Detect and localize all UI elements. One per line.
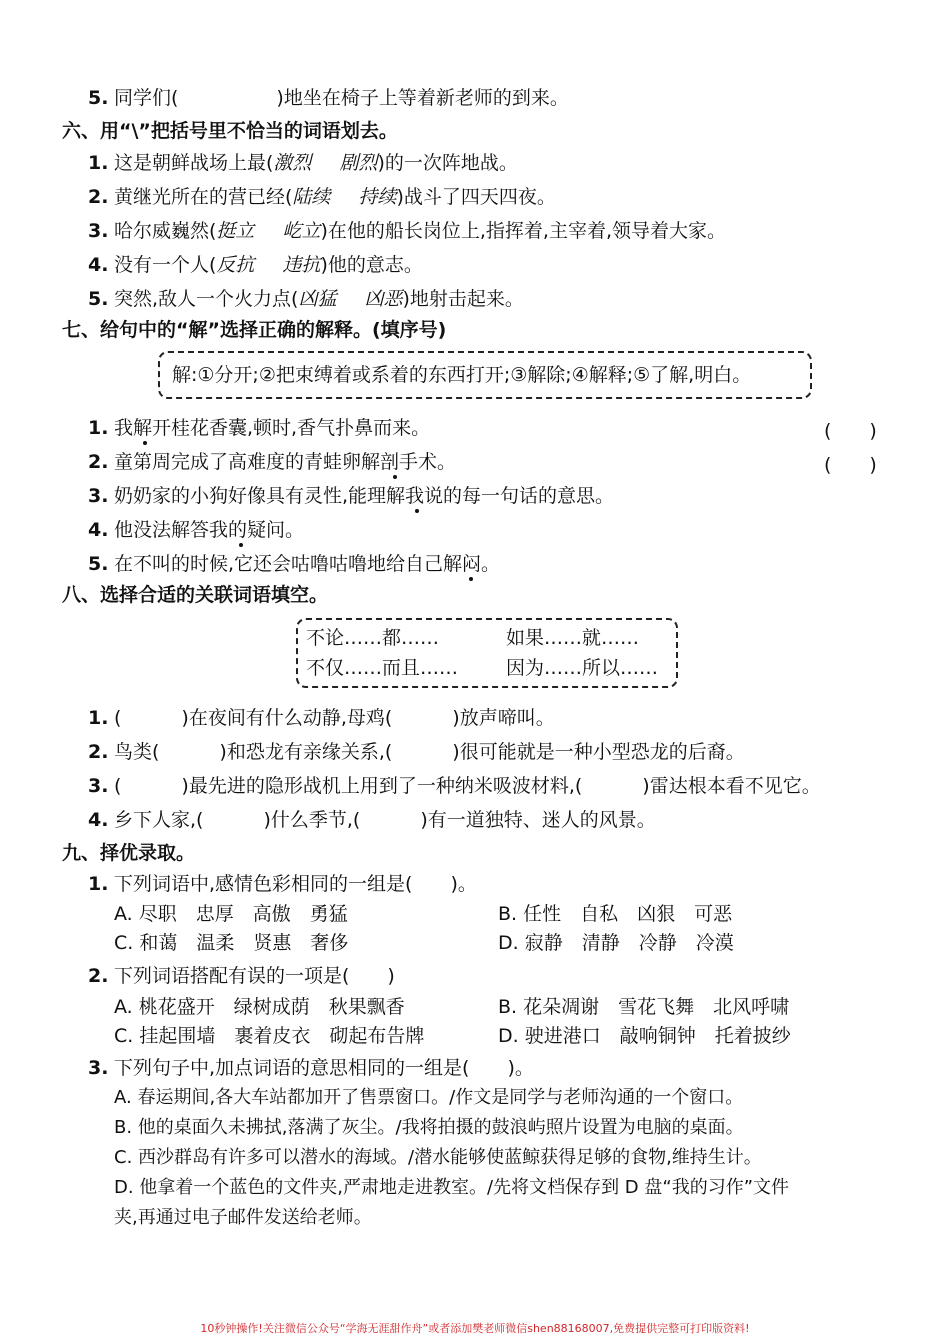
question-number: 4.: [88, 254, 109, 276]
question-number: 2.: [88, 965, 109, 987]
question-number: 2.: [88, 186, 109, 208]
answer-paren[interactable]: ( ): [824, 420, 877, 442]
sec9-q1-stem: [88, 872, 477, 896]
sec6-item-5: [88, 287, 524, 311]
question-number: 4.: [88, 519, 109, 541]
sec8-item-4: [88, 808, 656, 832]
question-text: )雷达根本看不见它。: [642, 775, 821, 797]
question-text: )最先进的隐形战机上用到了一种纳米吸波材料,(: [181, 775, 583, 797]
question-text: 下列词语搭配有误的一项是( ): [114, 965, 395, 987]
word-option[interactable]: 反抗: [216, 254, 255, 276]
choice-d-continued: 夹,再通过电子邮件发送给老师。: [114, 1207, 372, 1228]
question-text: 奶奶家的小狗好像具有灵性,能理解我说的每一句话的意思。: [114, 485, 615, 507]
choice-c[interactable]: C. 和蔼 温柔 贤惠 奢侈: [114, 932, 349, 954]
section-8-title: 八、选择合适的关联词语填空。: [62, 584, 329, 606]
question-text: )什么季节,(: [263, 809, 361, 831]
sec7-item-1: [88, 416, 888, 440]
footer-notice: 10秒钟操作!关注微信公众号“学海无涯甜作舟”或者添加樊老师微信shen88168007,免费提供完整可打印版资料!: [200, 1322, 750, 1335]
sec7-item-5: [88, 552, 500, 576]
emphasis-dot: [469, 577, 473, 581]
choice-c[interactable]: C. 西沙群岛有许多可以潜水的海域。/潜水能够使蓝鲸获得足够的食物,维持生计。: [114, 1147, 762, 1168]
emphasis-dot: [415, 509, 419, 513]
section-6-title: 六、用“\”把括号里不恰当的词语划去。: [62, 120, 398, 142]
word-option[interactable]: 剧烈: [339, 152, 378, 174]
sec6-item-2: [88, 185, 556, 209]
question-text: )很可能就是一种小型恐龙的后裔。: [452, 741, 745, 763]
question-text: 在不叫的时候,它还会咕噜咕噜地给自己解闷。: [114, 553, 501, 575]
word-option[interactable]: 陆续: [292, 186, 331, 208]
choice-b[interactable]: B. 任性 自私 凶狠 可恶: [498, 903, 733, 925]
choice-a[interactable]: A. 尽职 忠厚 高傲 勇猛: [114, 903, 348, 925]
question-text: 哈尔威巍然(: [114, 220, 217, 242]
sec8-item-2: [88, 740, 745, 764]
question-text: 没有一个人(: [114, 254, 217, 276]
question-text: )他的意志。: [320, 254, 423, 276]
conjunction-option: 不仅……而且……: [306, 657, 459, 679]
question-text: (: [114, 775, 122, 797]
question-text: 童第周完成了高难度的青蛙卵解剖手术。: [114, 451, 457, 473]
question-number: 1.: [88, 873, 109, 895]
sec7-item-3: [88, 484, 614, 508]
question-text: )的一次阵地战。: [377, 152, 518, 174]
question-text: )有一道独特、迷人的风景。: [420, 809, 656, 831]
section-9-title: 九、择优录取。: [62, 842, 196, 864]
question-number: 3.: [88, 1057, 109, 1079]
question-text: 鸟类(: [114, 741, 160, 763]
question-text: 他没法解答我的疑问。: [114, 519, 305, 541]
answer-paren[interactable]: ( ): [824, 454, 877, 476]
choice-a[interactable]: A. 桃花盛开 绿树成荫 秋果飘香: [114, 996, 405, 1018]
sec9-q2-stem: [88, 964, 395, 988]
question-text: )地坐在椅子上等着新老师的到来。: [276, 87, 569, 109]
word-option[interactable]: 凶猛: [298, 288, 337, 310]
emphasis-dot: [239, 543, 243, 547]
definition-box: [158, 351, 812, 399]
question-number: 5.: [88, 87, 109, 109]
sec6-item-3: [88, 219, 726, 243]
question-text: )放声啼叫。: [452, 707, 555, 729]
question-number: 3.: [88, 485, 109, 507]
question-number: 1.: [88, 152, 109, 174]
word-option[interactable]: 违抗: [282, 254, 321, 276]
emphasis-dot: [143, 441, 147, 445]
emphasis-dot: [393, 475, 397, 479]
sec7-item-2: [88, 450, 456, 474]
sec6-item-1: [88, 151, 518, 175]
question-text: )在他的船长岗位上,指挥着,主宰着,领导着大家。: [320, 220, 726, 242]
question-number: 1.: [88, 417, 109, 439]
question-text: (: [114, 707, 122, 729]
choice-d[interactable]: D. 驶进港口 敲响铜钟 托着披纱: [498, 1025, 791, 1047]
choice-a[interactable]: A. 春运期间,各大车站都加开了售票窗口。/作文是同学与老师沟通的一个窗口。: [114, 1087, 744, 1108]
question-number: 5.: [88, 288, 109, 310]
question-text: 这是朝鲜战场上最(: [114, 152, 274, 174]
question-number: 3.: [88, 775, 109, 797]
section-7-title: 七、给句中的“解”选择正确的解释。(填序号): [62, 319, 447, 341]
sec7-item-4: [88, 518, 304, 542]
conjunction-option: 如果……就……: [506, 627, 640, 649]
question-text: )和恐龙有亲缘关系,(: [219, 741, 393, 763]
question-text: 我解开桂花香囊,顿时,香气扑鼻而来。: [114, 417, 431, 439]
choice-c[interactable]: C. 挂起围墙 裹着皮衣 砌起布告牌: [114, 1025, 425, 1047]
q5-line: [88, 86, 569, 110]
question-text: 乡下人家,(: [114, 809, 204, 831]
sec6-item-4: [88, 253, 423, 277]
question-text: )地射击起来。: [402, 288, 524, 310]
question-text: )战斗了四天四夜。: [396, 186, 556, 208]
question-text: )在夜间有什么动静,母鸡(: [181, 707, 393, 729]
word-option[interactable]: 激烈: [273, 152, 312, 174]
definition-text: 解:①分开;②把束缚着或系着的东西打开;③解除;④解释;⑤了解,明白。: [172, 364, 752, 386]
choice-d[interactable]: D. 寂静 清静 冷静 冷漠: [498, 932, 734, 954]
choice-b[interactable]: B. 花朵凋谢 雪花飞舞 北风呼啸: [498, 996, 790, 1018]
sec8-item-3: [88, 774, 821, 798]
question-number: 3.: [88, 220, 109, 242]
conjunction-box: [296, 618, 678, 688]
question-number: 2.: [88, 741, 109, 763]
word-option[interactable]: 持续: [358, 186, 397, 208]
word-option[interactable]: 挺立: [216, 220, 255, 242]
conjunction-option: 不论……都……: [306, 627, 440, 649]
question-number: 1.: [88, 707, 109, 729]
word-option[interactable]: 屹立: [282, 220, 321, 242]
choice-d[interactable]: D. 他拿着一个蓝色的文件夹,严肃地走进教室。/先将文档保存到 D 盘“我的习作”文件: [114, 1177, 790, 1198]
word-option[interactable]: 凶恶: [364, 288, 403, 310]
question-number: 4.: [88, 809, 109, 831]
sec8-item-1: [88, 706, 555, 730]
sec9-q3-stem: [88, 1056, 534, 1080]
question-number: 5.: [88, 553, 109, 575]
question-text: 同学们(: [114, 87, 179, 109]
choice-b[interactable]: B. 他的桌面久未拂拭,落满了灰尘。/我将拍摄的鼓浪屿照片设置为电脑的桌面。: [114, 1117, 744, 1138]
question-text: 下列句子中,加点词语的意思相同的一组是( )。: [114, 1057, 534, 1079]
conjunction-option: 因为……所以……: [506, 657, 659, 679]
question-number: 2.: [88, 451, 109, 473]
question-text: 突然,敌人一个火力点(: [114, 288, 299, 310]
question-text: 下列词语中,感情色彩相同的一组是( )。: [114, 873, 477, 895]
question-text: 黄继光所在的营已经(: [114, 186, 293, 208]
